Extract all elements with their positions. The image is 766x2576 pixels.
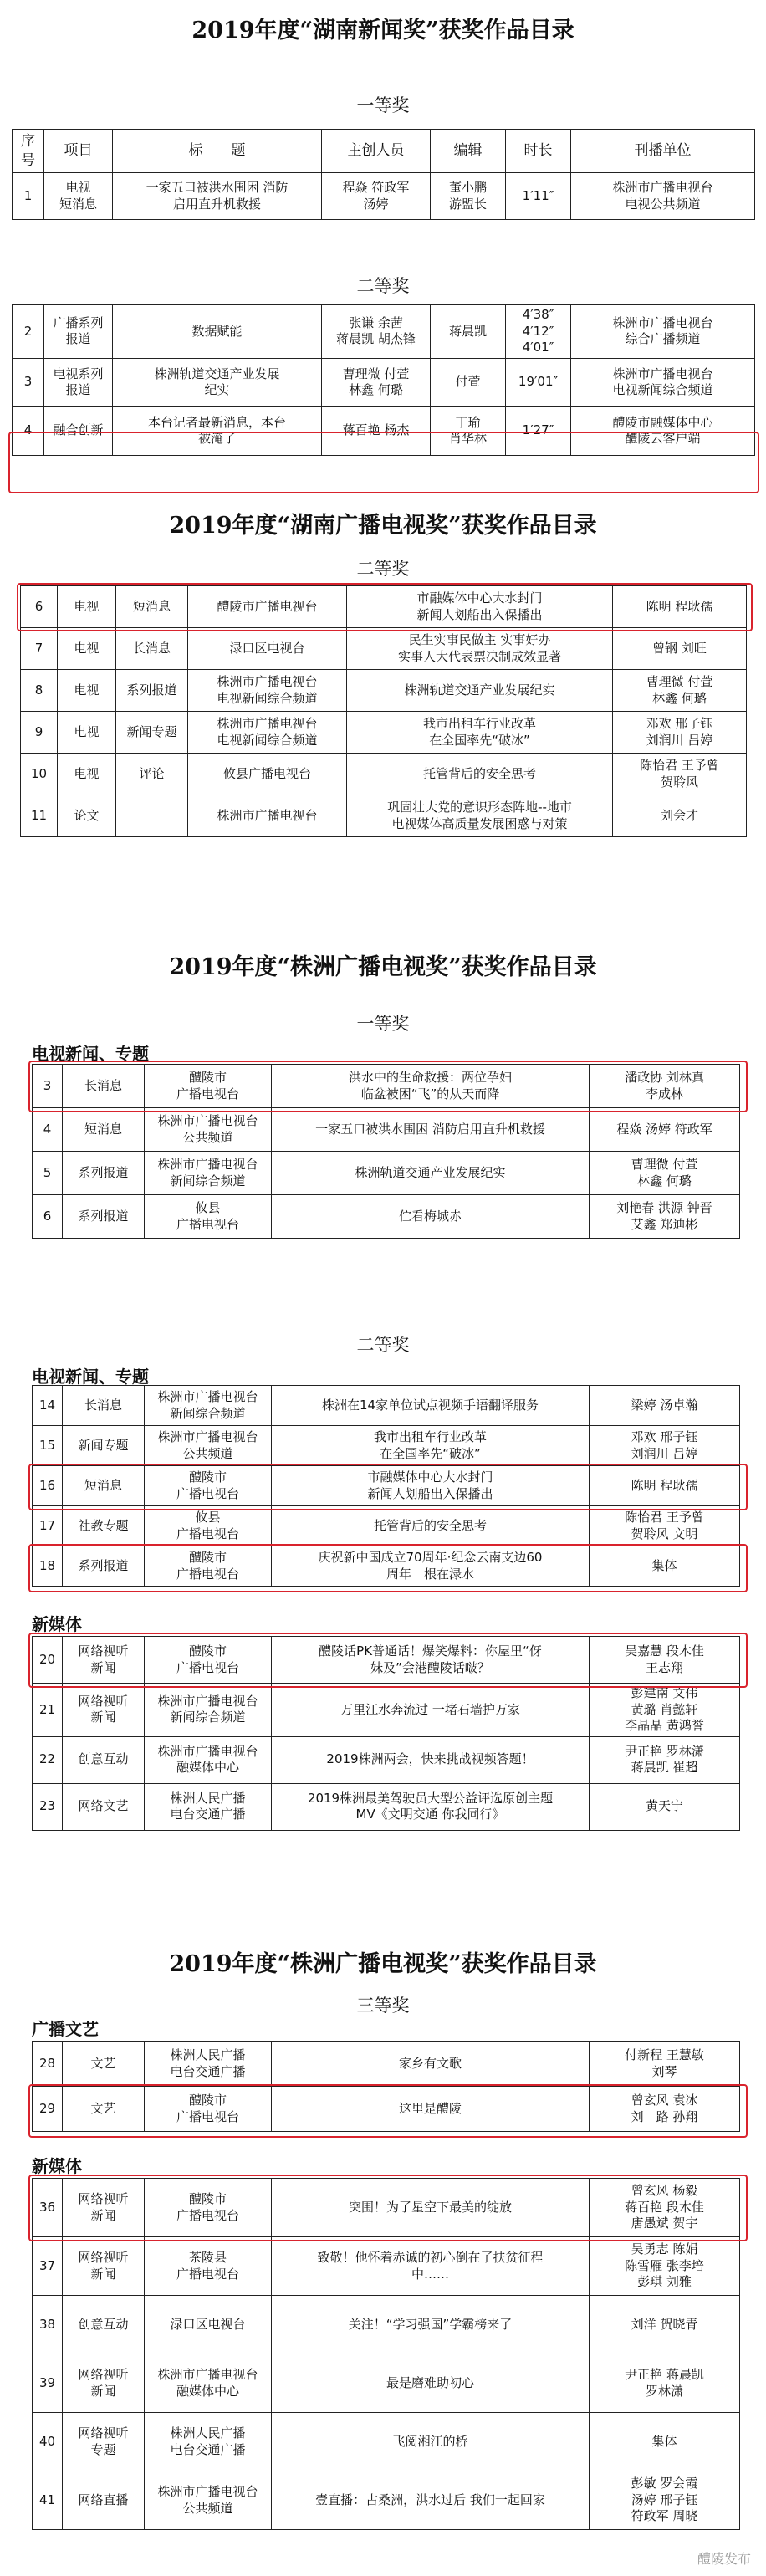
table-cell: 14: [33, 1386, 63, 1426]
header-editor: 编辑: [431, 130, 506, 173]
award-level: 二等奖: [356, 276, 410, 296]
table-cell: 网络视听 新闻: [63, 1637, 145, 1684]
table-cell: 11: [21, 795, 58, 837]
table-cell: 付萱: [431, 358, 506, 406]
table-cell: 9: [21, 712, 58, 754]
table-cell: 论文: [58, 795, 116, 837]
table-cell: 家乡有文歌: [272, 2042, 590, 2087]
table-cell: 39: [33, 2354, 63, 2413]
table-cell: 株洲市广播电视台 电视新闻综合频道: [571, 358, 755, 406]
table-cell: 吴勇志 陈娟 陈雪雁 张李培 彭琪 刘雅: [590, 2237, 740, 2296]
table-cell: 系列报道: [63, 1195, 145, 1239]
table-cell: 本台记者最新消息，本台 被淹了: [113, 406, 322, 455]
table-row: [33, 1684, 740, 1737]
table-cell: 37: [33, 2237, 63, 2296]
table-cell: 程焱 汤婷 符政军: [590, 1108, 740, 1152]
award-table: [32, 1636, 740, 1831]
table-cell: 民生实事民做主 实事好办 实事人大代表票决制成效显著: [347, 628, 613, 670]
table-cell: 株洲市广播电视台 新闻综合频道: [145, 1386, 272, 1426]
table-row: [33, 1736, 740, 1783]
table-cell: 电视: [58, 712, 116, 754]
table-cell: 2: [13, 305, 44, 359]
table-cell: 蒋晨凯: [431, 305, 506, 359]
award-table: [20, 585, 747, 837]
table-cell: 电视 短消息: [44, 173, 113, 220]
table-cell: 电视: [58, 670, 116, 712]
table-cell: 攸县 广播电视台: [145, 1506, 272, 1546]
table-cell: 集体: [590, 1546, 740, 1587]
table-cell: 托管背后的安全思考: [347, 754, 613, 795]
table-cell: 株洲轨道交通产业发展 纪实: [113, 358, 322, 406]
table-cell: 醴陵市 广播电视台: [145, 1466, 272, 1506]
category-label: 新媒体: [32, 1614, 82, 1634]
award-level: 三等奖: [356, 1996, 410, 2016]
table-cell: 刘会才: [613, 795, 747, 837]
table-cell: 网络视听 新闻: [63, 2354, 145, 2413]
category-label: 电视新闻、专题: [32, 1367, 149, 1387]
table-cell: 这里是醴陵: [272, 2087, 590, 2132]
table-cell: 程焱 符政军 汤婷: [322, 173, 431, 220]
table-cell: 渌口区电视台: [145, 2296, 272, 2354]
table-row: [33, 2354, 740, 2413]
table-cell: 邓欢 邢子钰 刘润川 吕婷: [613, 712, 747, 754]
category-label: 电视新闻、专题: [32, 1044, 149, 1064]
table-cell: 社教专题: [63, 1506, 145, 1546]
table-cell: 最是磨难助初心: [272, 2354, 590, 2413]
table-cell: 网络视听 新闻: [63, 1684, 145, 1737]
table-cell: 株洲市广播电视台 融媒体中心: [145, 1736, 272, 1783]
table-cell: 短消息: [116, 586, 188, 628]
table-cell: 醴陵市 广播电视台: [145, 2087, 272, 2132]
table-row: [21, 795, 747, 837]
table-row: [33, 1386, 740, 1426]
table-row: [33, 2237, 740, 2296]
table-cell: 文艺: [63, 2087, 145, 2132]
table-cell: 1′27″: [506, 406, 571, 455]
award-table: [32, 2041, 740, 2132]
table-cell: 黄天宁: [590, 1783, 740, 1830]
table-row: [21, 754, 747, 795]
table-cell: 陈明 程耿孺: [590, 1466, 740, 1506]
table-cell: 19′01″: [506, 358, 571, 406]
table-cell: 5: [33, 1152, 63, 1195]
award-table: [32, 2178, 740, 2530]
table-cell: 株洲市广播电视台 融媒体中心: [145, 2354, 272, 2413]
table-cell: 醴陵市 广播电视台: [145, 2179, 272, 2237]
table-cell: 电视系列 报道: [44, 358, 113, 406]
table-cell: 曹理微 付萱 林鑫 何璐: [590, 1152, 740, 1195]
table-cell: 刘洋 贺晓青: [590, 2296, 740, 2354]
table-row: [33, 1546, 740, 1587]
table-cell: 庆祝新中国成立70周年·纪念云南支边60 周年 根在渌水: [272, 1546, 590, 1587]
table-cell: 潘政协 刘林真 李成林: [590, 1065, 740, 1108]
table-row: [33, 2471, 740, 2530]
table-cell: 评论: [116, 754, 188, 795]
award-table: [32, 1064, 740, 1239]
header-index: 序号: [13, 130, 44, 173]
table-cell: 突围！为了星空下最美的绽放: [272, 2179, 590, 2237]
table-cell: 曹理微 付萱 林鑫 何璐: [322, 358, 431, 406]
table-cell: 株洲市广播电视台 综合广播频道: [571, 305, 755, 359]
table-cell: 茶陵县 广播电视台: [145, 2237, 272, 2296]
table-row: [33, 1783, 740, 1830]
table-cell: 我市出租车行业改革 在全国率先“破冰”: [347, 712, 613, 754]
table-cell: 集体: [590, 2413, 740, 2471]
table-cell: 伫看梅城赤: [272, 1195, 590, 1239]
table-cell: 10: [21, 754, 58, 795]
table-cell: 6: [21, 586, 58, 628]
table-cell: 株洲市广播电视台 新闻综合频道: [145, 1152, 272, 1195]
table-cell: 7: [21, 628, 58, 670]
table-cell: 22: [33, 1736, 63, 1783]
table-row: [33, 1637, 740, 1684]
table-cell: 株洲轨道交通产业发展纪实: [347, 670, 613, 712]
table-cell: 网络文艺: [63, 1783, 145, 1830]
section-title: 2019年度“湖南新闻奖”获奖作品目录: [192, 18, 574, 43]
table-cell: 6: [33, 1195, 63, 1239]
table-row: [33, 1195, 740, 1239]
table-cell: 系列报道: [63, 1546, 145, 1587]
table-cell: 29: [33, 2087, 63, 2132]
table-cell: 醴陵市 广播电视台: [145, 1546, 272, 1587]
table-row: [13, 305, 755, 359]
table-cell: 壹直播：古桑洲，洪水过后 我们一起回家: [272, 2471, 590, 2530]
table-cell: 创意互动: [63, 2296, 145, 2354]
table-cell: 陈怡君 王予曾 贺聆风 文明: [590, 1506, 740, 1546]
award-table: [12, 129, 755, 220]
table-cell: 株洲在14家单位试点视频手语翻译服务: [272, 1386, 590, 1426]
table-cell: 40: [33, 2413, 63, 2471]
header-title: 标 题: [113, 130, 322, 173]
table-cell: 醴陵市 广播电视台: [145, 1065, 272, 1108]
table-cell: 长消息: [116, 628, 188, 670]
table-cell: 15: [33, 1426, 63, 1466]
table-row: [21, 628, 747, 670]
table-cell: 一家五口被洪水围困 消防 启用直升机救援: [113, 173, 322, 220]
table-cell: 刘艳春 洪源 钟晋 艾鑫 郑迪彬: [590, 1195, 740, 1239]
table-cell: 陈明 程耿孺: [613, 586, 747, 628]
award-table: [12, 304, 755, 456]
table-cell: 18: [33, 1546, 63, 1587]
table-cell: 株洲市广播电视台 公共频道: [145, 1426, 272, 1466]
table-cell: 20: [33, 1637, 63, 1684]
table-cell: 一家五口被洪水围困 消防启用直升机救援: [272, 1108, 590, 1152]
table-cell: 曾玄风 袁冰 刘 路 孙翔: [590, 2087, 740, 2132]
header-creators: 主创人员: [322, 130, 431, 173]
table-cell: 16: [33, 1466, 63, 1506]
table-cell: 洪水中的生命救援：两位孕妇 临盆被困“飞”的从天而降: [272, 1065, 590, 1108]
table-row: [33, 1426, 740, 1466]
category-label: 新媒体: [32, 2156, 82, 2176]
table-cell: 2019株洲两会，快来挑战视频答题！: [272, 1736, 590, 1783]
table-cell: 我市出租车行业改革 在全国率先“破冰”: [272, 1426, 590, 1466]
table-cell: 3: [33, 1065, 63, 1108]
table-cell: 株洲轨道交通产业发展纪实: [272, 1152, 590, 1195]
table-row: [33, 2413, 740, 2471]
table-cell: 电视: [58, 628, 116, 670]
table-cell: 文艺: [63, 2042, 145, 2087]
table-cell: 网络直播: [63, 2471, 145, 2530]
table-cell: 融合创新: [44, 406, 113, 455]
table-cell: 曹理微 付萱 林鑫 何璐: [613, 670, 747, 712]
table-cell: 飞阅湘江的桥: [272, 2413, 590, 2471]
table-cell: 长消息: [63, 1065, 145, 1108]
table-cell: 38: [33, 2296, 63, 2354]
table-row: [21, 712, 747, 754]
table-cell: 市融媒体中心大水封门 新闻人划船出入保播出: [272, 1466, 590, 1506]
table-cell: 吴嘉慧 段木佳 王志翔: [590, 1637, 740, 1684]
table-cell: 醴陵话PK普通话！爆笑爆料：你屋里“伢 妹及”会港醴陵话啵？: [272, 1637, 590, 1684]
table-cell: 3: [13, 358, 44, 406]
table-cell: 曾玄风 杨毅 蒋百艳 段木佳 唐愚斌 贺宇: [590, 2179, 740, 2237]
table-cell: 系列报道: [63, 1152, 145, 1195]
table-cell: 攸县 广播电视台: [145, 1195, 272, 1239]
table-cell: 曾钢 刘旺: [613, 628, 747, 670]
table-cell: 4′38″ 4′12″ 4′01″: [506, 305, 571, 359]
table-cell: 蒋百艳 杨杰: [322, 406, 431, 455]
section-title: 2019年度“湖南广播电视奖”获奖作品目录: [169, 513, 597, 539]
table-cell: 长消息: [63, 1386, 145, 1426]
table-cell: 电视: [58, 586, 116, 628]
table-cell: 广播系列 报道: [44, 305, 113, 359]
table-cell: 株洲人民广播 电台交通广播: [145, 1783, 272, 1830]
table-cell: 短消息: [63, 1108, 145, 1152]
table-cell: 网络视听 新闻: [63, 2179, 145, 2237]
table-row: [33, 1108, 740, 1152]
table-cell: 株洲市广播电视台 公共频道: [145, 1108, 272, 1152]
table-cell: 株洲市广播电视台 公共频道: [145, 2471, 272, 2530]
table-cell: 21: [33, 1684, 63, 1737]
table-cell: 28: [33, 2042, 63, 2087]
header-duration: 时长: [506, 130, 571, 173]
table-row: [21, 670, 747, 712]
table-cell: 新闻专题: [116, 712, 188, 754]
table-cell: 株洲市广播电视台 电视新闻综合频道: [188, 712, 347, 754]
header-item: 项目: [44, 130, 113, 173]
table-cell: 尹正艳 罗林潇 蒋晨凯 崔超: [590, 1736, 740, 1783]
header-broadcaster: 刊播单位: [571, 130, 755, 173]
table-row: [13, 358, 755, 406]
table-cell: 8: [21, 670, 58, 712]
table-cell: 万里江水奔流过 一堵石墙护万家: [272, 1684, 590, 1737]
table-row: [33, 1506, 740, 1546]
table-cell: 醴陵市 广播电视台: [145, 1637, 272, 1684]
table-cell: 株洲市广播电视台 新闻综合频道: [145, 1684, 272, 1737]
table-cell: 渌口区电视台: [188, 628, 347, 670]
table-cell: 醴陵市融媒体中心 醴陵云客户端: [571, 406, 755, 455]
award-level: 二等奖: [356, 1335, 410, 1355]
table-cell: 新闻专题: [63, 1426, 145, 1466]
table-cell: 致敬！他怀着赤诚的初心倒在了扶贫征程 中……: [272, 2237, 590, 2296]
watermark: 醴陵发布: [697, 2551, 751, 2567]
section-title: 2019年度“株洲广播电视奖”获奖作品目录: [169, 954, 597, 980]
table-cell: 4: [33, 1108, 63, 1152]
award-level: 一等奖: [356, 95, 410, 115]
section-title: 2019年度“株洲广播电视奖”获奖作品目录: [169, 1951, 597, 1977]
table-cell: 张谦 余茜 蒋晨凯 胡杰锋: [322, 305, 431, 359]
table-cell: 彭建南 文伟 黄璐 肖懿轩 李晶晶 黄鸿誉: [590, 1684, 740, 1737]
table-cell: 1′11″: [506, 173, 571, 220]
table-cell: 1: [13, 173, 44, 220]
table-cell: 创意互动: [63, 1736, 145, 1783]
table-cell: 市融媒体中心大水封门 新闻人划船出入保播出: [347, 586, 613, 628]
table-row: [33, 2042, 740, 2087]
table-row: [21, 586, 747, 628]
table-cell: 陈怡君 王予曾 贺聆风: [613, 754, 747, 795]
table-cell: 巩固壮大党的意识形态阵地--地市 电视媒体高质量发展困惑与对策: [347, 795, 613, 837]
award-level: 二等奖: [356, 559, 410, 579]
table-row: [33, 2087, 740, 2132]
table-cell: 梁婷 汤卓瀚: [590, 1386, 740, 1426]
table-cell: 电视: [58, 754, 116, 795]
table-cell: [116, 795, 188, 837]
table-row: [13, 406, 755, 455]
table-cell: 攸县广播电视台: [188, 754, 347, 795]
table-cell: 23: [33, 1783, 63, 1830]
table-cell: 尹正艳 蒋晨凯 罗林潇: [590, 2354, 740, 2413]
table-cell: 株洲市广播电视台 电视新闻综合频道: [188, 670, 347, 712]
table-cell: 数据赋能: [113, 305, 322, 359]
table-row: [33, 1466, 740, 1506]
table-cell: 彭敏 罗会霞 汤婷 邢子钰 符政军 周晓: [590, 2471, 740, 2530]
table-cell: 系列报道: [116, 670, 188, 712]
table-cell: 董小鹏 游盟长: [431, 173, 506, 220]
table-cell: 17: [33, 1506, 63, 1546]
category-label: 广播文艺: [32, 2019, 99, 2039]
table-cell: 邓欢 邢子钰 刘润川 吕婷: [590, 1426, 740, 1466]
table-row: [33, 2179, 740, 2237]
table-cell: 2019株洲最美驾驶员大型公益评选原创主题 MV《文明交通 你我同行》: [272, 1783, 590, 1830]
table-cell: 网络视听 专题: [63, 2413, 145, 2471]
table-cell: 付新程 王慧敏 刘琴: [590, 2042, 740, 2087]
table-cell: 丁瑜 肖华林: [431, 406, 506, 455]
table-cell: 网络视听 新闻: [63, 2237, 145, 2296]
award-level: 一等奖: [356, 1014, 410, 1034]
table-row: [13, 173, 755, 220]
award-table: [32, 1385, 740, 1587]
table-cell: 36: [33, 2179, 63, 2237]
table-cell: 41: [33, 2471, 63, 2530]
table-cell: 株洲人民广播 电台交通广播: [145, 2042, 272, 2087]
table-cell: 短消息: [63, 1466, 145, 1506]
table-row: [33, 1065, 740, 1108]
table-cell: 关注！“学习强国”学霸榜来了: [272, 2296, 590, 2354]
table-cell: 醴陵市广播电视台: [188, 586, 347, 628]
table-cell: 株洲市广播电视台 电视公共频道: [571, 173, 755, 220]
table-cell: 株洲市广播电视台: [188, 795, 347, 837]
table-row: [33, 2296, 740, 2354]
table-row: [33, 1152, 740, 1195]
table-cell: 4: [13, 406, 44, 455]
table-cell: 株洲人民广播 电台交通广播: [145, 2413, 272, 2471]
table-cell: 托管背后的安全思考: [272, 1506, 590, 1546]
